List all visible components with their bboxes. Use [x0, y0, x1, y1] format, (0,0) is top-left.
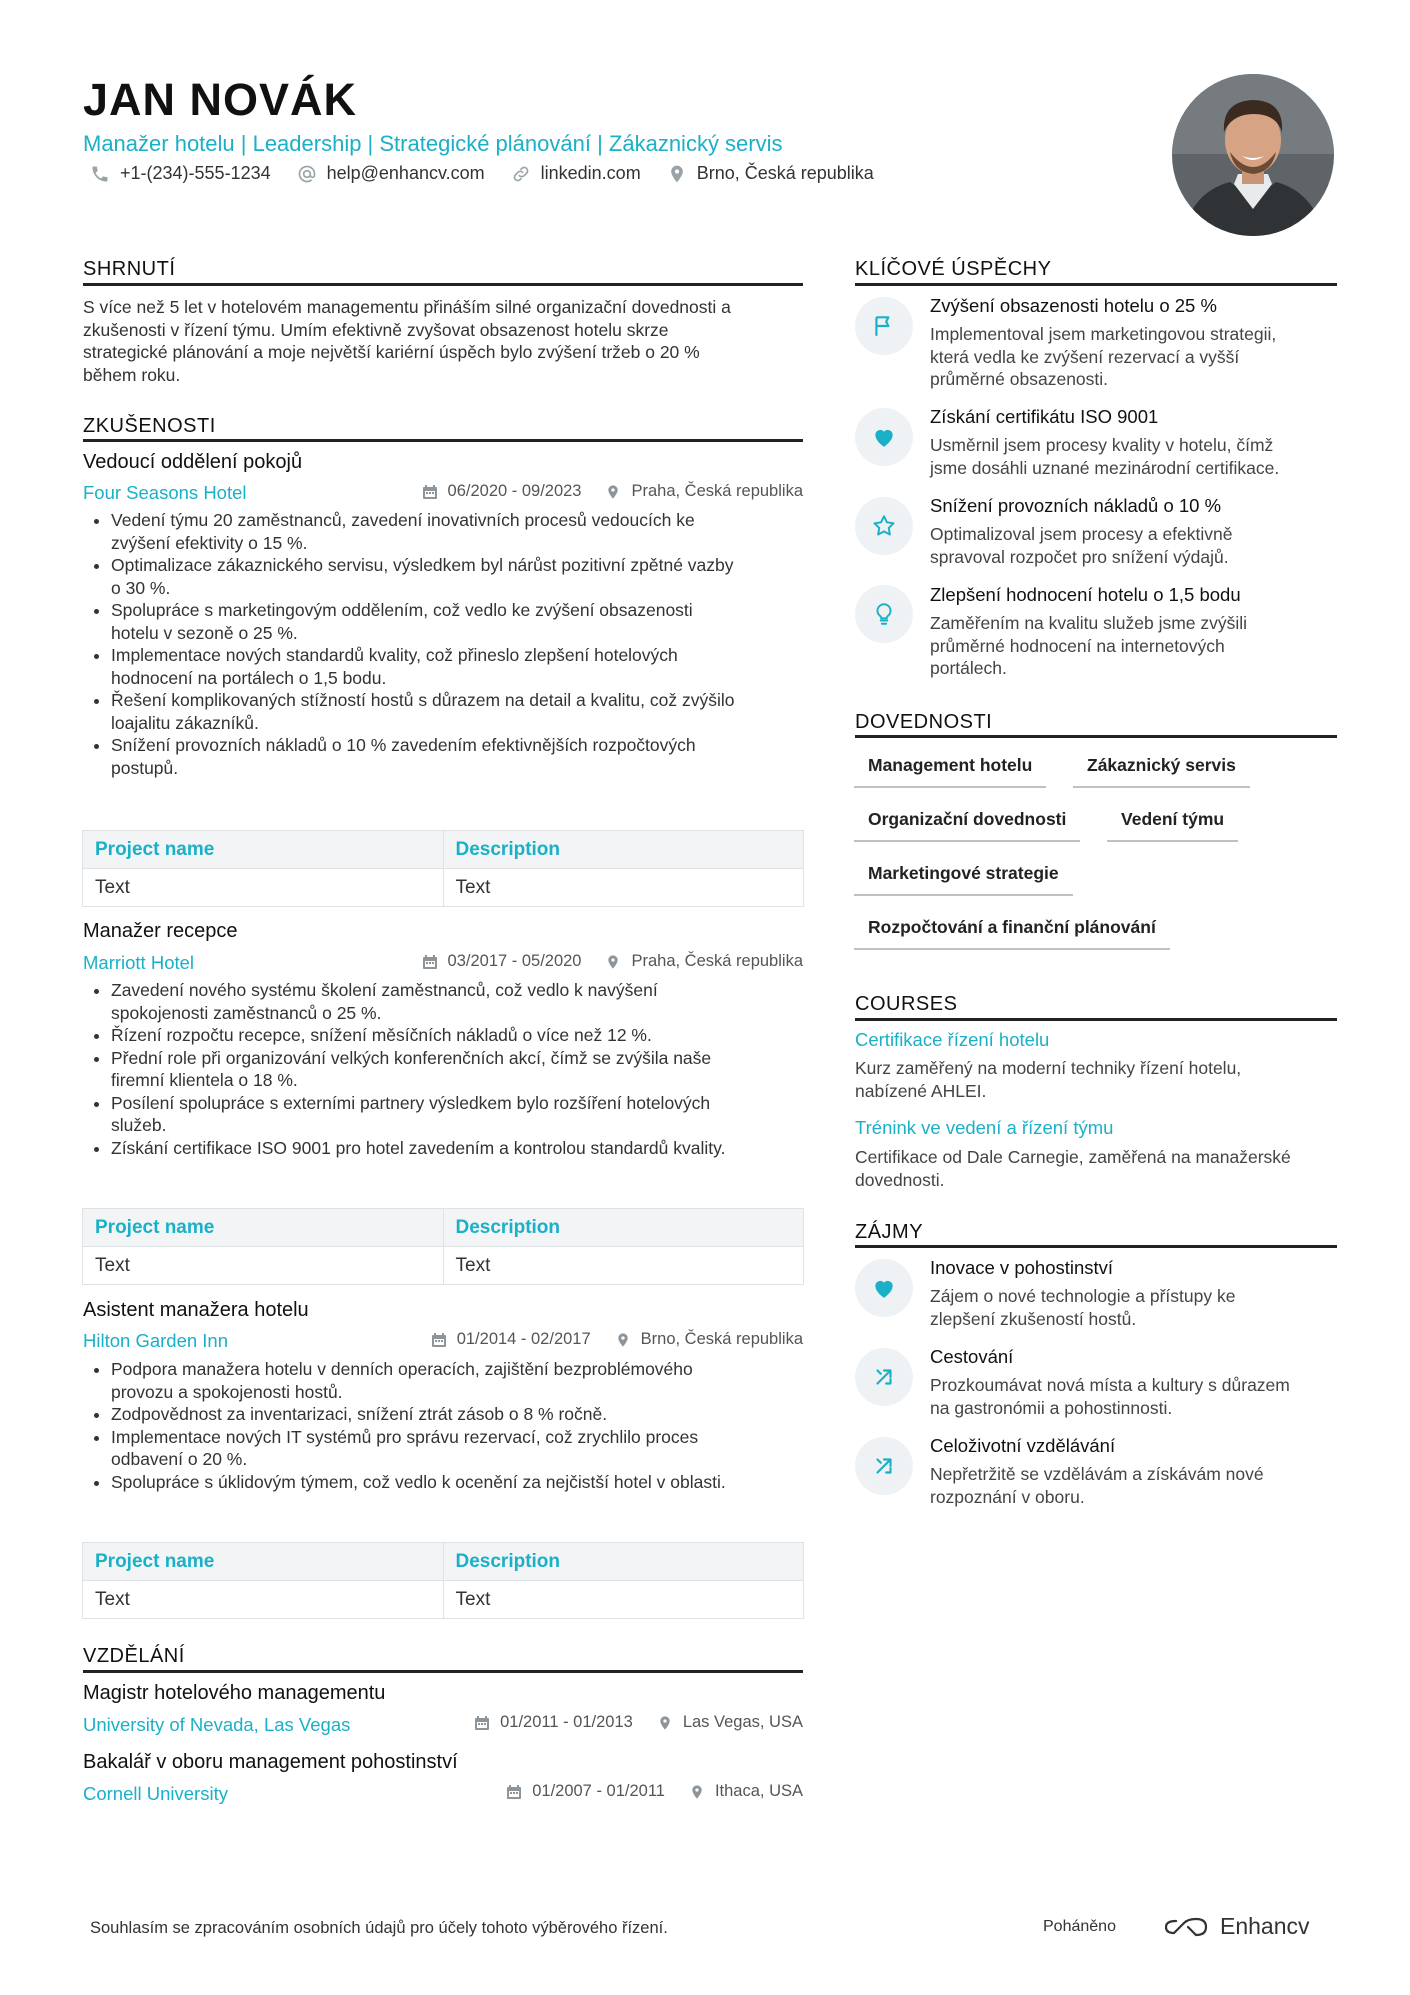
contact-phone	[90, 163, 271, 184]
lightbulb-icon	[871, 601, 897, 627]
job-meta	[422, 952, 803, 971]
job-title: Vedoucí oddělení pokojů	[83, 451, 303, 473]
job-dates: 06/2020 - 09/2023	[447, 482, 582, 500]
col-project-name: Project name	[83, 1543, 444, 1581]
degree-title: Bakalář v oboru management pohostinství	[83, 1751, 458, 1773]
education-location: Las Vegas, USA	[682, 1713, 803, 1731]
bullet-item: • Optimalizace zákaznického servisu, výsledkem byl nárůst pozitivní zpětné vazby o 30 %.	[111, 554, 811, 599]
star-icon	[871, 513, 897, 539]
summary-line: strategické plánování a moje největší kariérní úspěch bylo zvýšení tržeb o 20 %	[83, 342, 700, 362]
project-table	[82, 1208, 804, 1285]
achievements-divider	[855, 283, 1337, 286]
job-bullets	[83, 1358, 811, 1493]
summary-text	[83, 296, 803, 386]
bullet-item: • Řešení komplikovaných stížností hostů s důrazem na detail a kvalitu, což zvýšilo loajalitu zákazníků.	[111, 689, 811, 734]
flag-icon	[871, 313, 897, 339]
enhancv-logo-icon	[1162, 1915, 1210, 1939]
education-divider	[83, 1670, 803, 1673]
job-bullets	[83, 979, 811, 1159]
bullet-item: • Přední role při organizování velkých konferenčních akcí, čímž se zvýšila naše firemní klientela o 18 %.	[111, 1047, 811, 1092]
school-name: Cornell University	[83, 1783, 228, 1804]
location-text: Brno, Česká republika	[696, 163, 874, 183]
achievement-icon-circle	[855, 297, 913, 355]
col-project-name: Project name	[83, 1209, 444, 1247]
bullet-item: • Posílení spolupráce s externími partnery výsledkem bylo rozšíření hotelových služeb.	[111, 1092, 811, 1137]
skills-divider	[855, 735, 1337, 738]
experience-divider	[83, 439, 803, 442]
consent-note: Souhlasím se zpracováním osobních údajů pro účely tohoto výběrového řízení.	[90, 1919, 668, 1937]
interest-description: Zájem o nové technologie a přístupy ke zlepšení zkušeností hostů.	[930, 1286, 1236, 1329]
interest-title: Inovace v pohostinství	[930, 1257, 1114, 1278]
table-cell: Text	[83, 1247, 444, 1285]
bullet-item: • Vedení týmu 20 zaměstnanců, zavedení inovativních procesů vedoucích ke zvýšení efektivity o 15 %.	[111, 509, 811, 554]
interests-heading: ZÁJMY	[855, 1221, 924, 1243]
course-description: Kurz zaměřený na moderní techniky řízení hotelu, nabízené AHLEI.	[855, 1058, 1242, 1101]
bullet-item: • Spolupráce s marketingovým oddělením, což vedlo ke zvýšení obsazenosti hotelu v sezoně o 25 %.	[111, 599, 811, 644]
education-location: Ithaca, USA	[714, 1782, 803, 1800]
bullet-item: • Zavedení nového systému školení zaměstnanců, což vedlo k navýšení spokojenosti zaměstnanců o 25 %.	[111, 979, 811, 1024]
interest-icon-circle	[855, 1259, 913, 1317]
heart-icon	[871, 424, 897, 450]
education-dates: 01/2011 - 01/2013	[500, 1713, 633, 1731]
summary-divider	[83, 283, 803, 286]
summary-line: zkušenosti v řízení týmu. Umím efektivně zvyšovat obsazenost hotelu skrze	[83, 319, 669, 340]
achievement-icon-circle	[855, 585, 913, 643]
contact-location	[667, 163, 874, 184]
col-project-name: Project name	[83, 831, 444, 869]
company-name: Marriott Hotel	[83, 952, 195, 973]
skill-tag: Zákaznický servis	[1073, 755, 1250, 788]
location-pin-icon	[615, 1332, 631, 1348]
degree-title: Magistr hotelového managementu	[83, 1682, 386, 1704]
job-meta	[422, 482, 803, 501]
job-bullets	[83, 509, 811, 779]
avatar	[1172, 74, 1334, 236]
achievement-description: Zaměřením na kvalitu služeb jsme zvýšili průměrné hodnocení na internetových portálech.	[930, 613, 1248, 678]
phone-icon	[90, 164, 110, 184]
job-location: Praha, Česká republika	[631, 952, 803, 970]
interest-icon-circle	[855, 1437, 913, 1495]
achievement-icon-circle	[855, 497, 913, 555]
course-title: Trénink ve vedení a řízení týmu	[855, 1117, 1114, 1138]
calendar-icon	[431, 1332, 447, 1348]
bullet-item: • Implementace nových standardů kvality, což přineslo zlepšení hotelových hodnocení na portálech o 1,5 bodu.	[111, 644, 811, 689]
candidate-headline: Manažer hotelu | Leadership | Strategické plánování | Zákaznický servis	[83, 131, 783, 156]
location-pin-icon	[667, 164, 687, 184]
phone-text: +1-(234)-555-1234	[120, 163, 271, 183]
table-cell: Text	[443, 1247, 804, 1285]
location-pin-icon	[605, 484, 621, 500]
interest-description: Nepřetržitě se vzdělávám a získávám nové rozpoznání v oboru.	[930, 1464, 1264, 1507]
experience-heading: ZKUŠENOSTI	[83, 415, 216, 437]
bullet-item: • Implementace nových IT systémů pro správu rezervací, což zrychlilo proces odbavení o 20 %.	[111, 1426, 811, 1471]
interest-description: Prozkoumávat nová místa a kultury s důrazem na gastronómii a pohostinnosti.	[930, 1375, 1290, 1418]
project-table	[82, 830, 804, 907]
course-title: Certifikace řízení hotelu	[855, 1029, 1050, 1050]
interest-title: Celoživotní vzdělávání	[930, 1435, 1116, 1456]
col-description: Description	[443, 1209, 804, 1247]
achievement-title: Zlepšení hodnocení hotelu o 1,5 bodu	[930, 584, 1241, 605]
bullet-item: • Získání certifikace ISO 9001 pro hotel zavedením a kontrolou standardů kvality.	[111, 1137, 811, 1160]
table-cell: Text	[83, 1581, 444, 1619]
calendar-icon	[422, 484, 438, 500]
interest-icon-circle	[855, 1348, 913, 1406]
job-meta	[431, 1330, 803, 1349]
project-table	[82, 1542, 804, 1619]
skills-heading: DOVEDNOSTI	[855, 711, 993, 733]
linkedin-text[interactable]: linkedin.com	[540, 163, 641, 183]
calendar-icon	[506, 1784, 522, 1800]
interest-title: Cestování	[930, 1346, 1014, 1367]
summary-heading: SHRNUTÍ	[83, 258, 176, 280]
skill-tag: Marketingové strategie	[854, 863, 1073, 896]
location-pin-icon	[605, 954, 621, 970]
achievement-icon-circle	[855, 408, 913, 466]
email-text[interactable]: help@enhancv.com	[326, 163, 485, 183]
bullet-item: • Spolupráce s úklidovým týmem, což vedlo k ocenění za nejčistší hotel v oblasti.	[111, 1471, 811, 1494]
skill-tag: Vedení týmu	[1107, 809, 1238, 842]
table-cell: Text	[443, 869, 804, 907]
achievement-description: Optimalizoval jsem procesy a efektivně spravoval rozpočet pro snížení výdajů.	[930, 524, 1233, 567]
job-dates: 01/2014 - 02/2017	[456, 1330, 591, 1348]
skill-tag: Organizační dovednosti	[854, 809, 1080, 842]
bullet-item: • Podpora manažera hotelu v denních operacích, zajištění bezproblémového provozu a spokojenosti hostů.	[111, 1358, 811, 1403]
education-meta	[474, 1713, 803, 1732]
arrows-icon	[871, 1364, 897, 1390]
link-icon	[511, 164, 531, 184]
powered-by-label: Poháněno	[1043, 1918, 1116, 1935]
contact-linkedin[interactable]	[511, 163, 641, 184]
at-icon	[297, 164, 317, 184]
course-description: Certifikace od Dale Carnegie, zaměřená na manažerské dovednosti.	[855, 1147, 1291, 1190]
summary-line: S více než 5 let v hotelovém managementu přináším silné organizační dovednosti a	[83, 297, 731, 317]
table-cell: Text	[83, 869, 444, 907]
summary-line: během roku.	[83, 364, 181, 385]
company-name: Four Seasons Hotel	[83, 482, 247, 503]
job-location: Brno, Česká republika	[640, 1330, 803, 1348]
achievements-heading: KLÍČOVÉ ÚSPĚCHY	[855, 258, 1052, 280]
col-description: Description	[443, 1543, 804, 1581]
courses-divider	[855, 1018, 1337, 1021]
company-name: Hilton Garden Inn	[83, 1330, 229, 1351]
profile-photo	[1172, 74, 1334, 236]
brand-logo[interactable]	[1162, 1913, 1310, 1940]
achievement-description: Usměrnil jsem procesy kvality v hotelu, čímž jsme dosáhli uznané mezinárodní certifikace.	[930, 435, 1280, 478]
achievement-title: Snížení provozních nákladů o 10 %	[930, 495, 1222, 516]
brand-name: Enhancv	[1220, 1913, 1310, 1939]
interests-divider	[855, 1245, 1337, 1248]
calendar-icon	[422, 954, 438, 970]
candidate-name: JAN NOVÁK	[83, 74, 358, 125]
calendar-icon	[474, 1715, 490, 1731]
contact-bar	[90, 163, 874, 184]
achievement-description: Implementoval jsem marketingovou strategii, která vedla ke zvýšení rezervací a vyšší průměrné obsazenosti.	[930, 324, 1277, 389]
job-location: Praha, Česká republika	[631, 482, 803, 500]
contact-email[interactable]	[297, 163, 485, 184]
job-dates: 03/2017 - 05/2020	[447, 952, 582, 970]
school-name: University of Nevada, Las Vegas	[83, 1714, 351, 1735]
skill-tag: Management hotelu	[854, 755, 1046, 788]
achievement-title: Zvýšení obsazenosti hotelu o 25 %	[930, 295, 1217, 316]
job-title: Asistent manažera hotelu	[83, 1299, 309, 1321]
location-pin-icon	[689, 1784, 705, 1800]
achievement-title: Získání certifikátu ISO 9001	[930, 406, 1159, 427]
education-dates: 01/2007 - 01/2011	[532, 1782, 665, 1800]
bullet-item: • Zodpovědnost za inventarizaci, snížení ztrát zásob o 8 % ročně.	[111, 1403, 811, 1426]
job-title: Manažer recepce	[83, 920, 238, 942]
heart-icon	[871, 1275, 897, 1301]
bullet-item: • Řízení rozpočtu recepce, snížení měsíčních nákladů o více než 12 %.	[111, 1024, 811, 1047]
col-description: Description	[443, 831, 804, 869]
table-cell: Text	[443, 1581, 804, 1619]
bullet-item: • Snížení provozních nákladů o 10 % zavedením efektivnějších rozpočtových postupů.	[111, 734, 811, 779]
courses-heading: COURSES	[855, 993, 958, 1015]
education-heading: VZDĚLÁNÍ	[83, 1645, 185, 1667]
education-meta	[506, 1782, 803, 1801]
location-pin-icon	[657, 1715, 673, 1731]
arrows-icon	[871, 1453, 897, 1479]
skill-tag: Rozpočtování a finanční plánování	[854, 917, 1170, 950]
